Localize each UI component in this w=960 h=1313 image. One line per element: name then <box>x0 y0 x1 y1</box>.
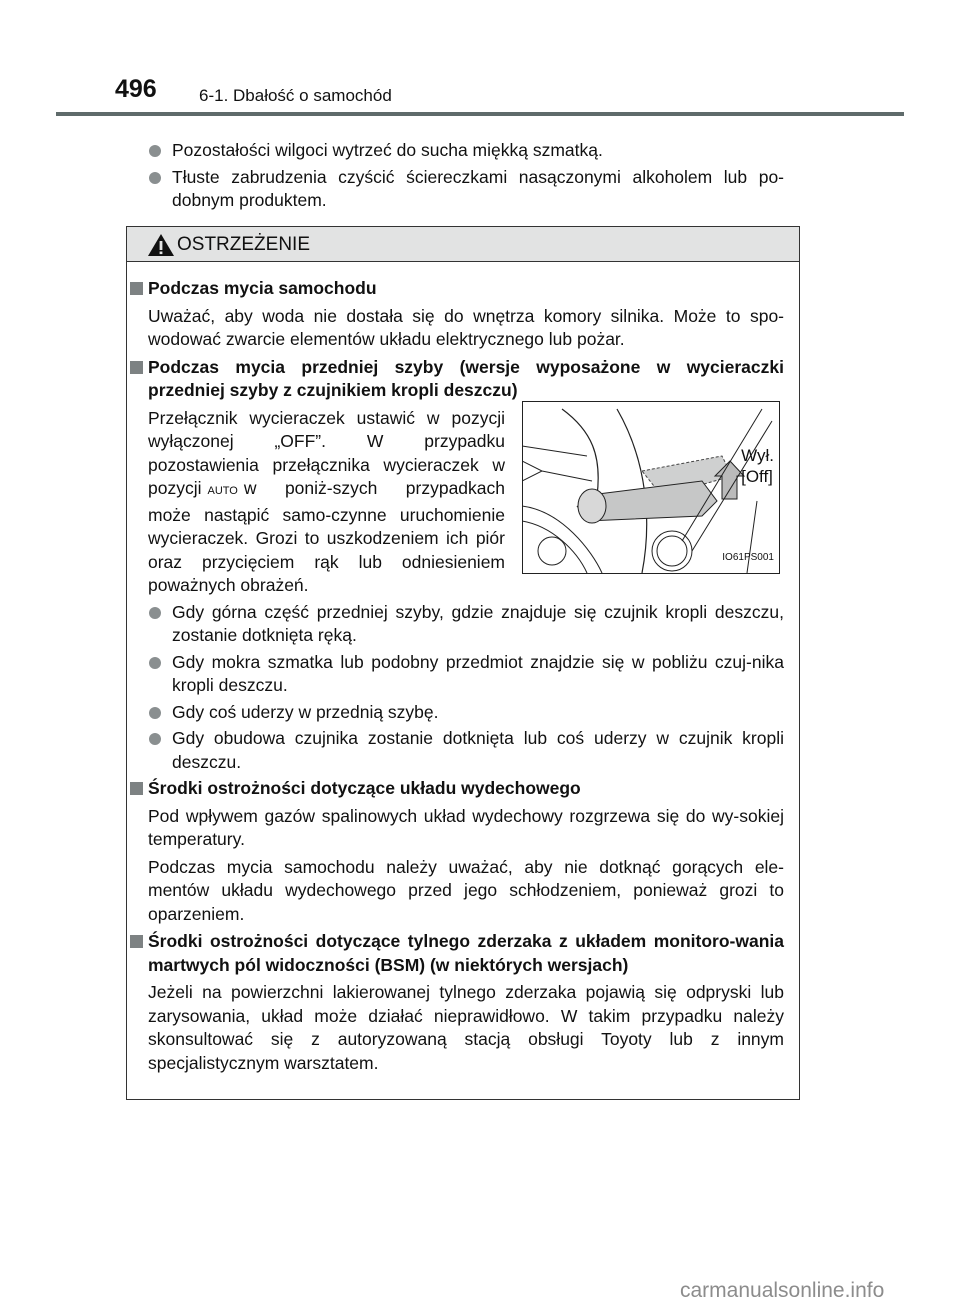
auto-symbol: AUTO <box>207 485 238 497</box>
paragraph: Jeżeli na powierzchni lakierowanej tylnego zderzaka pojawią się odpryski lub zarysowania, układ może działać nieprawidłowo. W takim przypadku należy skonsultować się z autoryzowaną stacją obsługi Toyoty lub z innym specjalistycznym warsztatem. <box>148 982 784 1073</box>
page-number: 496 <box>115 75 157 103</box>
section-heading: Podczas mycia przedniej szyby (wersje wyposażone w wycieraczki przedniej szyby z czujnikiem kropli deszczu) <box>127 356 784 403</box>
warning-header <box>127 227 799 262</box>
paragraph: Pod wpływem gazów spalinowych układ wydechowy rozgrzewa się do wy-sokiej temperatury. <box>148 805 784 849</box>
bullet-item: Gdy mokra szmatka lub podobny przedmiot znajdzie się w pobliżu czuj-nika kropli deszczu. <box>148 651 784 698</box>
section-heading: Podczas mycia samochodu <box>127 277 784 301</box>
top-bullets <box>148 139 784 216</box>
bullet-item: Gdy coś uderzy w przednią szybę. <box>148 701 784 725</box>
watermark: carmanualsonline.info <box>680 1279 885 1302</box>
paragraph: Uważać, aby woda nie dostała się do wnętrza komory silnika. Może to spo-wodować zwarcie elementów układu elektrycznego lub pożar. <box>148 305 784 349</box>
bullet-item: Tłuste zabrudzenia czyścić ściereczkami nasączonymi alkoholem lub po-dobnym produktem. <box>148 166 784 213</box>
section-title: 6-1. Dbałość o samochód <box>199 86 392 105</box>
paragraph: Przełącznik wycieraczek ustawić w pozycji wyłączonej „OFF”. W przypadku pozostawienia przełącznika wycieraczek w pozycji AUTO w poniż-szych przypadkach może nastąpić samo-czynne uruchomienie wycieraczek. Grozi to uszkodzeniem ich piór oraz przycięciem rąk lub odniesieniem poważnych obrażeń. <box>148 407 505 595</box>
bullet-item: Pozostałości wilgoci wytrzeć do sucha miękką szmatką. <box>148 139 784 163</box>
figure-id: IO61PS001 <box>722 552 774 563</box>
warning-title: OSTRZEŻENIE <box>177 234 311 255</box>
section-heading: Środki ostrożności dotyczące tylnego zderzaka z układem monitoro-wania martwych pól widoczności (BSM) (w niektórych wersjach) <box>127 930 784 977</box>
paragraph: Podczas mycia samochodu należy uważać, aby nie dotknąć gorących ele-mentów układu wydechowego przed jego schłodzeniem, ponieważ grozi to oparzeniem. <box>148 856 784 924</box>
section-heading: Środki ostrożności dotyczące układu wydechowego <box>127 777 784 801</box>
header-rule <box>56 112 904 116</box>
warning-box <box>126 226 800 1100</box>
bullet-item: Gdy obudowa czujnika zostanie dotknięta lub coś uderzy w czujnik kropli deszczu. <box>148 727 784 774</box>
warning-triangle-icon <box>147 233 175 257</box>
figure-label: Wył. [Off] <box>741 445 774 486</box>
wiper-switch-figure <box>522 401 780 574</box>
bullet-item: Gdy górna część przedniej szyby, gdzie znajduje się czujnik kropli deszczu, zostanie dotknięta ręką. <box>148 601 784 648</box>
